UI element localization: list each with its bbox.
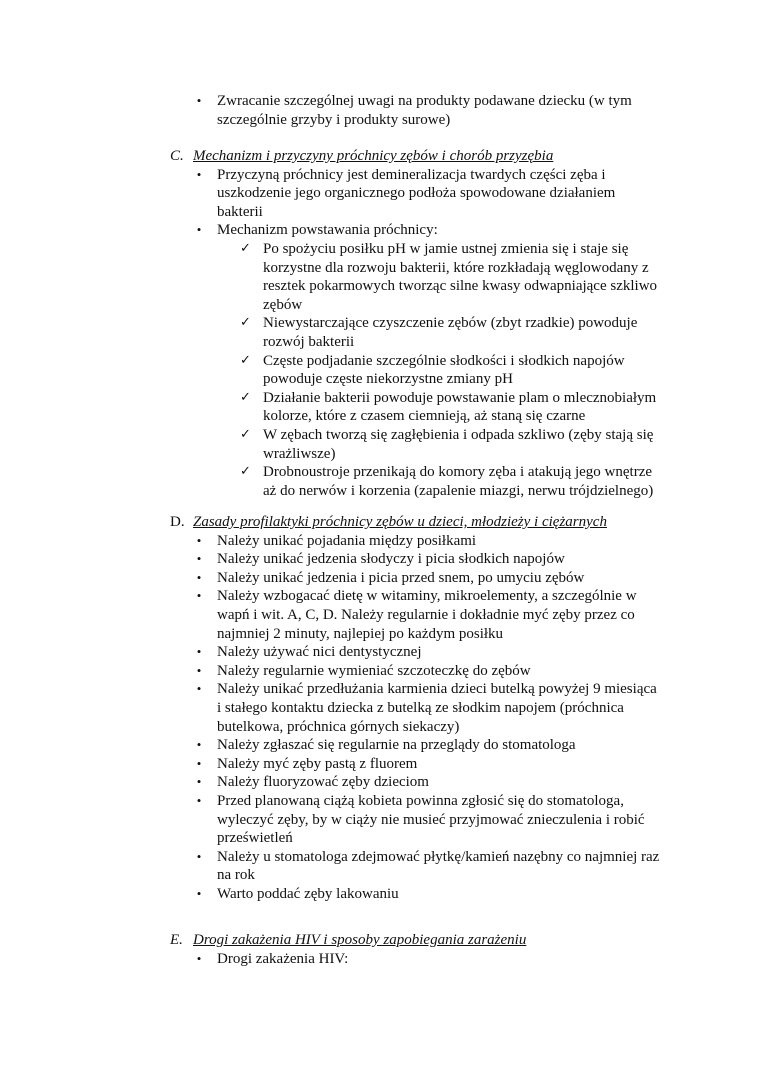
intro-section (0, 92, 760, 129)
list-item (0, 848, 670, 885)
text-line: Drogi zakażenia HIV: (217, 950, 349, 967)
section-title: Drogi zakażenia HIV i sposoby zapobiegania zarażeniu (193, 932, 527, 948)
text-line: Po spożyciu posiłku pH w jamie ustnej zmienia się i staje się (263, 240, 629, 257)
text-line: butelkowa, próchnica górnych siekaczy) (217, 718, 460, 735)
list-item (0, 550, 670, 569)
section-title: Zasady profilaktyki próchnicy zębów u dzieci, młodzieży i ciężarnych (193, 514, 607, 530)
text-line: powoduje częste niekorzystne zmiany pH (263, 371, 513, 388)
list-item (0, 662, 670, 681)
list-item (0, 532, 670, 551)
text-line: prześwietleń (217, 830, 293, 847)
list-item (0, 755, 670, 774)
bullet-icon: • (196, 93, 202, 108)
list-item (0, 569, 670, 588)
checkmark-icon: ✓ (240, 352, 251, 368)
bullet-icon: • (196, 774, 202, 790)
bullet-icon: • (196, 551, 202, 567)
section-c (0, 147, 760, 500)
text-line: wyleczyć zęby, by w ciąży nie musieć przyjmować znieczulenia i robić (217, 811, 645, 828)
list-item (0, 92, 670, 129)
section-e (0, 931, 760, 968)
section-letter: E. (170, 932, 183, 948)
text-line: Należy fluoryzować zęby dzieciom (217, 774, 429, 791)
text-line: zębów (263, 296, 303, 313)
bullet-icon: • (196, 950, 202, 966)
section-d (0, 513, 760, 903)
checkmark-icon: ✓ (240, 389, 251, 405)
text-line: kolorze, które z czasem ciemnieją, aż staną się czarne (263, 408, 586, 425)
text-line: Należy wzbogacać dietę w witaminy, mikroelementy, a szczególnie w (217, 588, 637, 605)
text-line: rozwój bakterii (263, 333, 355, 350)
list-item (0, 166, 670, 222)
text-line: Należy myć zęby pastą z fluorem (217, 755, 418, 772)
section-title: Mechanizm i przyczyny próchnicy zębów i chorób przyzębia (193, 148, 554, 164)
text-line: bakterii (217, 203, 263, 220)
text-line: Należy unikać przedłużania karmienia dzieci butelką powyżej 9 miesiąca (217, 681, 657, 698)
text-line: szczególnie grzyby i produkty surowe) (217, 111, 451, 128)
check-item (0, 240, 670, 314)
text-line: Należy regularnie wymieniać szczoteczkę do zębów (217, 662, 531, 679)
text-line: Niewystarczające czyszczenie zębów (zbyt rzadkie) powoduje (263, 315, 638, 332)
section-letter: D. (170, 514, 185, 530)
check-item (0, 463, 670, 500)
text-line: Przyczyną próchnicy jest demineralizacja twardych części zęba i (217, 166, 606, 183)
text-line: wrażliwsze) (263, 445, 336, 462)
list-item (0, 587, 670, 643)
section-heading (0, 147, 673, 166)
text-line: i stałego kontaktu dziecka z butelką ze słodkim napojem (próchnica (217, 699, 624, 716)
section-letter: C. (170, 148, 184, 164)
text-line: Działanie bakterii powoduje powstawanie plam o mlecznobiałym (263, 389, 657, 406)
text-line: Należy unikać jedzenia słodyczy i picia słodkich napojów (217, 551, 565, 568)
bullet-icon: • (196, 166, 202, 182)
text-line: najmniej 2 minuty, najlepiej po każdym posiłku (217, 625, 504, 642)
checkmark-icon: ✓ (240, 426, 251, 442)
list-item (0, 773, 670, 792)
list-item (0, 950, 670, 969)
text-line: Należy unikać pojadania między posiłkami (217, 532, 477, 549)
text-line: resztek pokarmowych tworząc silne kwasy odwapniające szkliwo (263, 278, 658, 295)
text-line: korzystne dla rozwoju bakterii, które rozkładają węglowodany z (263, 259, 649, 276)
text-line: Należy u stomatologa zdejmować płytkę/kamień nazębny co najmniej raz (217, 848, 660, 865)
text-line: Warto poddać zęby lakowaniu (217, 885, 399, 902)
text-line: Mechanizm powstawania próchnicy: (217, 222, 438, 239)
text-line: wapń i wit. A, C, D. Należy regularnie i dokładnie myć zęby przez co (217, 606, 635, 623)
text-line: Należy unikać jedzenia i picia przed snem, po umyciu zębów (217, 569, 585, 586)
bullet-icon: • (196, 848, 202, 864)
list-item (0, 885, 670, 904)
section-heading (0, 513, 673, 532)
list-item (0, 736, 670, 755)
list-item (0, 643, 670, 662)
text-line: uszkodzenie jego organicznego podłoża spowodowane działaniem (217, 185, 616, 202)
text-line: Należy zgłaszać się regularnie na przeglądy do stomatologa (217, 737, 576, 754)
text-line: W zębach tworzą się zagłębienia i odpada szkliwo (zęby stają się (263, 426, 654, 443)
text-line: na rok (217, 867, 255, 884)
check-item (0, 389, 670, 426)
bullet-icon: • (196, 681, 202, 697)
bullet-icon: • (196, 644, 202, 660)
bullet-icon: • (196, 222, 202, 238)
bullet-icon: • (196, 737, 202, 753)
text-line: Należy używać nici dentystycznej (217, 644, 422, 661)
text-line: Drobnoustroje przenikają do komory zęba i atakują jego wnętrze (263, 464, 653, 481)
checkmark-icon: ✓ (240, 464, 251, 480)
checkmark-icon: ✓ (240, 315, 251, 331)
check-item (0, 314, 670, 351)
text-line: Częste podjadanie szczególnie słodkości i słodkich napojów (263, 352, 625, 369)
bullet-icon: • (196, 662, 202, 678)
list-item (0, 792, 670, 848)
check-item (0, 352, 670, 389)
section-heading (0, 931, 673, 950)
bullet-icon: • (196, 532, 202, 548)
bullet-icon: • (196, 588, 202, 604)
list-item (0, 221, 670, 240)
bullet-icon: • (196, 885, 202, 901)
text-line: aż do nerwów i korzenia (zapalenie miazgi, nerwu trójdzielnego) (263, 482, 654, 499)
bullet-icon: • (196, 755, 202, 771)
text-line: Zwracanie szczególnej uwagi na produkty podawane dziecku (w tym (217, 93, 632, 109)
list-item (0, 680, 670, 736)
bullet-icon: • (196, 792, 202, 808)
checkmark-icon: ✓ (240, 240, 251, 256)
bullet-icon: • (196, 569, 202, 585)
text-line: Przed planowaną ciążą kobieta powinna zgłosić się do stomatologa, (217, 792, 624, 809)
check-item (0, 426, 670, 463)
